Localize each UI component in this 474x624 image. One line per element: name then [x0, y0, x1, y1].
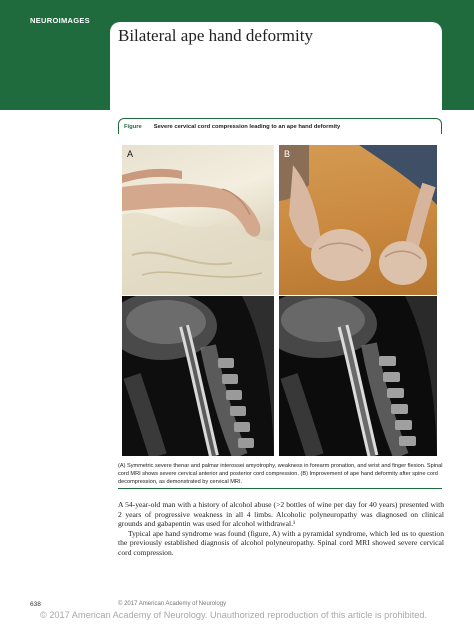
- section-label: NEUROIMAGES: [30, 16, 90, 25]
- figure-caption: (A) Symmetric severe thenar and palmar interossei amyotrophy, weakness in forearm pronation, and wrist and finger flexion. Spinal cord MRI shows severe cervical anterior and posterior cord compression. (B) Improvement of ape hand deformity after spine cord decompression, as demonstrated by cervical MRI.: [118, 463, 443, 485]
- copyright-watermark: © 2017 American Academy of Neurology. Unauthorized reproduction of this article is prohibited.: [40, 610, 428, 620]
- panel-b-mri-image: [279, 296, 437, 456]
- panel-a-mri-image: [122, 296, 274, 456]
- fists-photo-illustration: [279, 145, 437, 295]
- footer-copyright: © 2017 American Academy of Neurology: [118, 601, 227, 607]
- panel-b-hands-photo: [279, 145, 437, 295]
- article-body: [118, 500, 444, 558]
- mri-sagittal-after: [279, 296, 437, 456]
- body-paragraph: A 54-year-old man with a history of alcohol abuse (>2 bottles of wine per day for 40 years) presented with 2 years of progressive weakness in all 4 limbs. Alcoholic polyneuropathy was diagnosed on clinical grounds and gabapentin was used for alcohol withdrawal.¹: [118, 500, 444, 529]
- page-number: 638: [30, 601, 41, 608]
- panel-letter-a: A: [127, 149, 134, 159]
- figure-title-bar: [118, 118, 442, 134]
- hand-photo-illustration: [122, 145, 274, 295]
- mri-sagittal-before: [122, 296, 274, 456]
- figure-title: Severe cervical cord compression leading to an ape hand deformity: [153, 123, 341, 130]
- article-title: Bilateral ape hand deformity: [118, 26, 313, 45]
- panel-a-hand-photo: [122, 145, 274, 295]
- body-paragraph: Typical ape hand syndrome was found (figure, A) with a pyramidal syndrome, which led us to question the previously established diagnosis of alcohol polyneuropathy. Spinal cord MRI showed severe cervical cord compression.: [118, 528, 444, 557]
- panel-letter-b: B: [284, 149, 291, 159]
- figure-label: Figure: [124, 123, 142, 130]
- caption-divider: [118, 488, 442, 489]
- title-card: [110, 22, 442, 110]
